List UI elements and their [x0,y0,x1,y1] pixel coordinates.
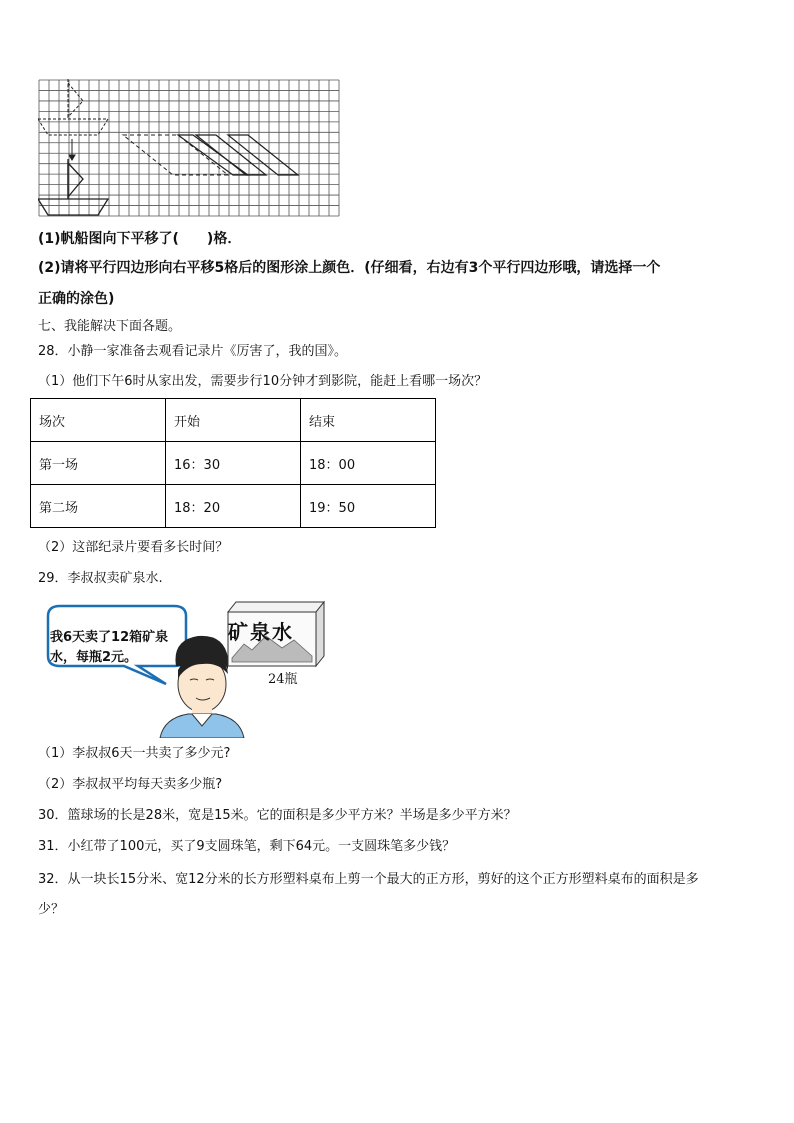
q32-line1: 32．从一块长15分米、宽12分米的长方形塑料桌布上剪一个最大的正方形，剪好的这个正方形塑料桌布的面积是多 [38,872,699,887]
table-cell: 19：50 [301,485,436,528]
table-cell: 18：00 [301,442,436,485]
grid-question-part1: (1)帆船图向下平移了( )格． [38,231,242,247]
speech-bubble-text: 我6天卖了12箱矿泉水，每瓶2元。 [50,630,169,665]
q31-text: 31．小红带了100元，买了9支圆珠笔，剩下64元。一支圆珠笔多少钱？ [38,839,456,854]
water-box-count: 24瓶 [268,672,298,687]
table-cell: 第一场 [31,442,166,485]
water-box-label: 矿泉水 [228,620,294,644]
sailboat-original [38,79,108,135]
table-header-cell: 结束 [301,399,436,442]
q29-part2: （2）李叔叔平均每天卖多少瓶? [38,777,223,792]
table-header-cell: 开始 [166,399,301,442]
q29-part1: （1）李叔叔6天一共卖了多少元? [38,746,231,761]
grid-question-part2-line1: (2)请将平行四边形向右平移5格后的图形涂上颜色．(仔细看，右边有3个平行四边形哦，请选择一个 [38,260,661,276]
table-cell: 18：20 [166,485,301,528]
sailboat-moved [38,159,108,215]
table-row [31,442,436,485]
table-cell: 第二场 [31,485,166,528]
q30-text: 30．篮球场的长是28米，宽是15米。它的面积是多少平方米？半场是多少平方米？ [38,808,517,823]
section-7-title: 七、我能解决下面各题。 [38,319,182,334]
q32-line2: 少？ [38,902,65,917]
grid-question-part2-line2: 正确的涂色) [38,291,115,307]
q29-stem: 29．李叔叔卖矿泉水. [38,571,163,586]
grid-svg [38,79,340,217]
table-row [31,485,436,528]
table-header-cell: 场次 [31,399,166,442]
q28-part2: （2）这部纪录片要看多长时间？ [38,540,229,555]
schedule-table [30,398,436,528]
table-header-row [31,399,436,442]
translation-grid-figure [38,79,340,217]
down-arrow [69,139,75,160]
q28-part1: （1）他们下午6时从家出发，需要步行10分钟才到影院，能赶上看哪一场次？ [38,374,488,389]
table-cell: 16：30 [166,442,301,485]
parallelogram-a [178,135,248,175]
q28-stem: 28．小静一家准备去观看记录片《厉害了，我的国》。 [38,344,348,359]
